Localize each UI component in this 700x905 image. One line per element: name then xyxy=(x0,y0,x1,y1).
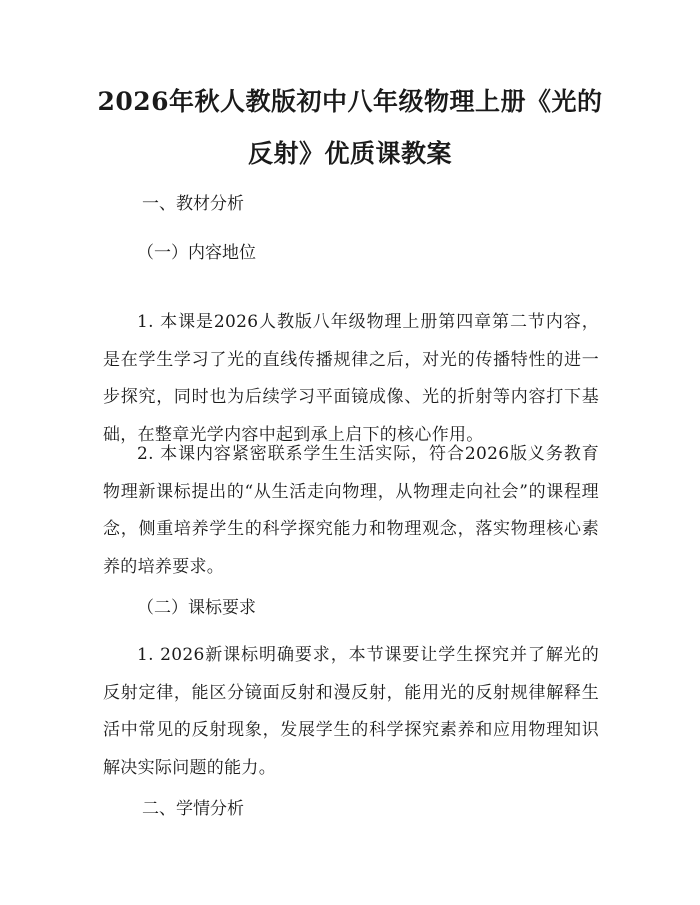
section-heading-learner-analysis: 二、学情分析 xyxy=(142,799,244,819)
paragraph-content-position-2: 2. 本课内容紧密联系学生生活实际，符合2026版义务教育物理新课标提出的“从生活走向物理，从物理走向社会”的课程理念，侧重培养学生的科学探究能力和物理观念，落实物理核心素养的培养要求。 xyxy=(103,444,599,577)
section-heading-textbook-analysis: 一、教材分析 xyxy=(142,194,244,214)
paragraph-content-position-1: 1. 本课是2026人教版八年级物理上册第四章第二节内容，是在学生学习了光的直线传播规律之后，对光的传播特性的进一步探究，同时也为后续学习平面镜成像、光的折射等内容打下基础，在整章光学内容中起到承上启下的核心作用。 xyxy=(103,312,599,445)
document-title-line2: 反射》优质课教案 xyxy=(247,139,452,168)
paragraph-curriculum-requirements-1: 1. 2026新课标明确要求，本节课要让学生探究并了解光的反射定律，能区分镜面反射和漫反射，能用光的反射规律解释生活中常见的反射现象，发展学生的科学探究素养和应用物理知识解决实际问题的能力。 xyxy=(103,645,599,778)
subsection-heading-content-position: （一）内容地位 xyxy=(137,243,256,263)
subsection-heading-curriculum-requirements: （二）课标要求 xyxy=(137,598,256,618)
document-title-line1: 2026年秋人教版初中八年级物理上册《光的 xyxy=(97,87,603,116)
